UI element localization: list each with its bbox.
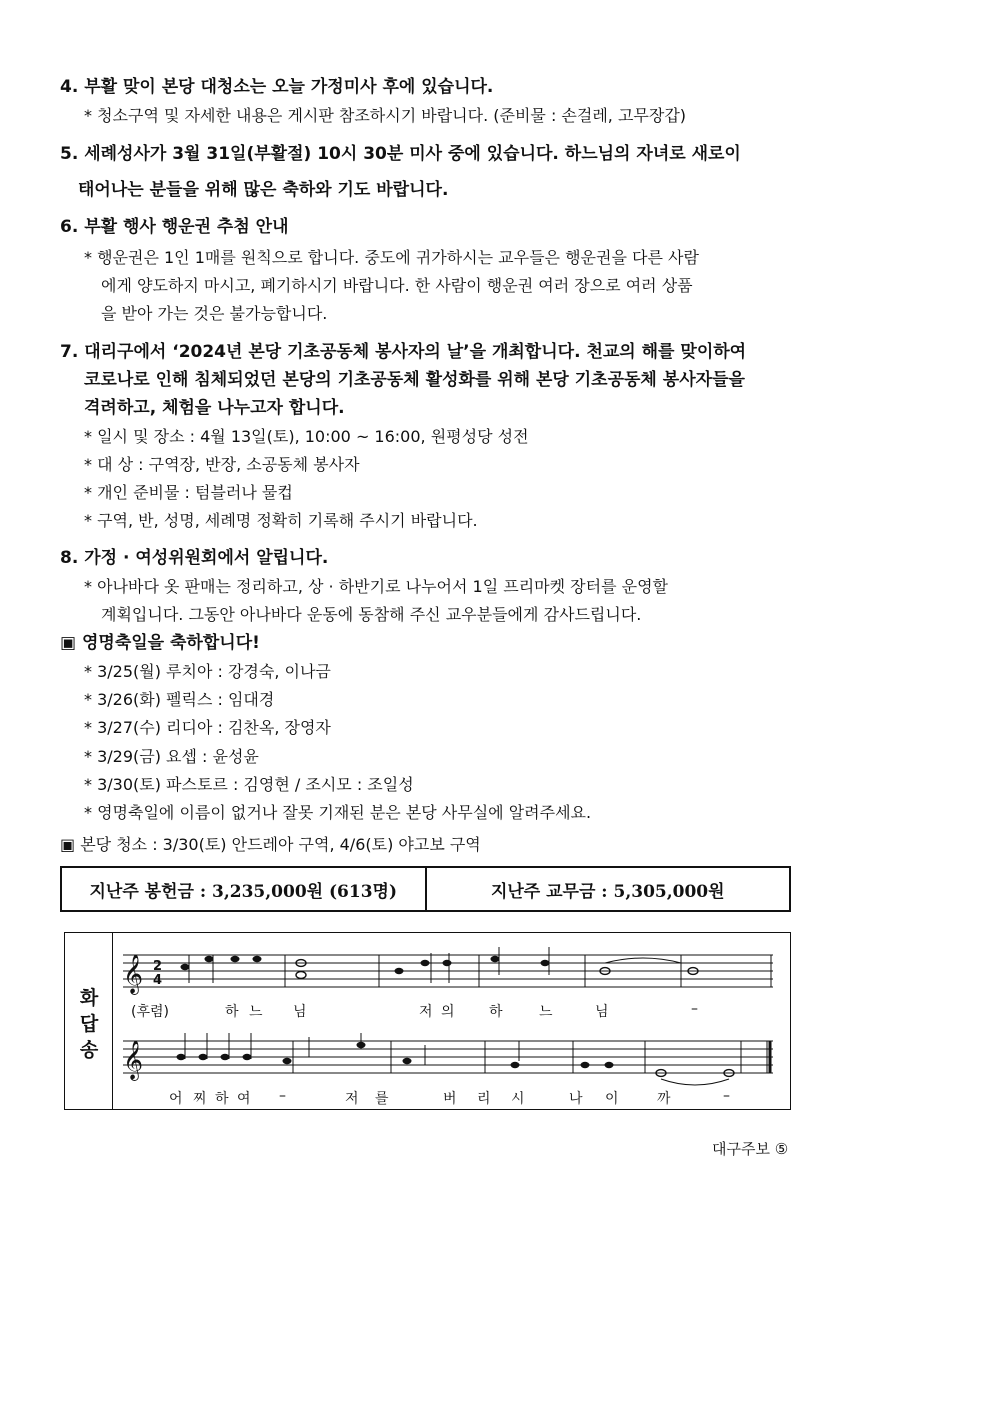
weekly-dues: 지난주 교무금 : 5,305,000원: [425, 868, 790, 910]
notice-7-line3: 격려하고, 체험을 나누고자 합니다.: [84, 398, 345, 418]
notice-7-line2: 코로나로 인해 침체되었던 본당의 기초공동체 활성화를 위해 본당 기초공동체 봉사자들을: [84, 370, 745, 390]
lyric: 를: [375, 1091, 389, 1107]
lyric: –: [279, 1088, 286, 1104]
lyric: 시: [511, 1091, 525, 1107]
lyric: 하: [489, 1004, 503, 1020]
notice-5-line2: 태어나는 분들을 위해 많은 축하와 기도 바랍니다.: [78, 180, 449, 200]
notice-7-note4: * 구역, 반, 성명, 세례명 정확히 기록해 주시기 바랍니다.: [84, 511, 478, 530]
lyric: 나: [569, 1091, 583, 1107]
offering-summary: [60, 866, 791, 912]
cleaning-schedule: ▣ 본당 청소 : 3/30(토) 안드레아 구역, 4/6(토) 야고보 구역: [60, 835, 481, 854]
lyric: 찌: [193, 1091, 207, 1107]
notice-4-title: 4. 부활 맞이 본당 대청소는 오늘 가정미사 후에 있습니다.: [60, 77, 494, 97]
lyric: 느: [539, 1004, 553, 1020]
lyric: 저: [419, 1004, 433, 1020]
notice-6-note1: * 행운권은 1인 1매를 원칙으로 합니다. 중도에 귀가하시는 교우들은 행운권을 다른 사람: [84, 248, 699, 267]
lyric: 여: [237, 1091, 251, 1107]
feast-title: ▣ 영명축일을 축하합니다!: [60, 633, 260, 653]
notice-4-note: * 청소구역 및 자세한 내용은 게시판 참조하시기 바랍니다. (준비물 : 손걸레, 고무장갑): [84, 106, 687, 125]
lyric: 의: [441, 1004, 455, 1020]
psalm-label-char: 화: [79, 987, 99, 1009]
lyric: 어: [169, 1091, 183, 1107]
lyric: 님: [293, 1004, 307, 1020]
svg-text:4: 4: [153, 973, 163, 988]
lyric: –: [723, 1088, 730, 1104]
lyric: (후렴): [131, 1004, 169, 1020]
psalm-label-char: 답: [79, 1013, 99, 1035]
feast-entry: * 3/26(화) 펠릭스 : 임대경: [84, 690, 275, 709]
notice-7-note1: * 일시 및 장소 : 4월 13일(토), 10:00 ~ 16:00, 원평성당 성전: [84, 427, 529, 446]
svg-text:2: 2: [153, 959, 163, 974]
notice-6-title: 6. 부활 행사 행운권 추첨 안내: [60, 217, 289, 237]
page-footer: 대구주보 ⑤: [712, 1140, 789, 1158]
weekly-offering: 지난주 봉헌금 : 3,235,000원 (613명): [89, 881, 398, 902]
lyric: –: [691, 1001, 698, 1017]
lyric: 리: [477, 1091, 491, 1107]
psalm-label-char: 송: [79, 1039, 99, 1061]
notice-7-note3: * 개인 준비물 : 텀블러나 물컵: [84, 483, 293, 502]
music-staff: [65, 933, 792, 1111]
lyric: 하: [215, 1091, 229, 1107]
notice-6-note2: 에게 양도하지 마시고, 폐기하시기 바랍니다. 한 사람이 행운권 여러 장으로 여러 상품: [101, 276, 693, 295]
lyric: 버: [443, 1091, 457, 1107]
feast-entry: * 영명축일에 이름이 없거나 잘못 기재된 분은 본당 사무실에 알려주세요.: [84, 803, 592, 822]
notice-8-note1: * 아나바다 옷 판매는 정리하고, 상 · 하반기로 나누어서 1일 프리마켓 장터를 운영할: [84, 577, 668, 596]
notice-8-title: 8. 가정 · 여성위원회에서 알립니다.: [60, 548, 329, 568]
lyric: 느: [249, 1004, 263, 1020]
feast-entry: * 3/27(수) 리디아 : 김찬옥, 장영자: [84, 718, 331, 737]
lyric: 이: [605, 1091, 619, 1107]
svg-text:𝄞: 𝄞: [123, 1040, 144, 1080]
notice-5-line1: 5. 세례성사가 3월 31일(부활절) 10시 30분 미사 중에 있습니다. 하느님의 자녀로 새로이: [60, 144, 741, 164]
lyric: 님: [595, 1004, 609, 1020]
lyric: 저: [345, 1091, 359, 1107]
notice-8-note2: 계획입니다. 그동안 아나바다 운동에 동참해 주신 교우분들에게 감사드립니다.: [101, 605, 642, 624]
responsorial-psalm: [64, 932, 791, 1110]
feast-entry: * 3/25(월) 루치아 : 강경숙, 이나금: [84, 662, 331, 681]
svg-text:𝄞: 𝄞: [123, 954, 144, 994]
lyric: 까: [657, 1091, 671, 1107]
notice-6-note3: 을 받아 가는 것은 불가능합니다.: [101, 304, 328, 323]
feast-entry: * 3/30(토) 파스토르 : 김영현 / 조시모 : 조일성: [84, 775, 414, 794]
lyric: 하: [225, 1004, 239, 1020]
notice-7-line1: 7. 대리구에서 ‘2024년 본당 기초공동체 봉사자의 날’을 개최합니다. 천교의 해를 맞이하여: [60, 342, 747, 362]
feast-entry: * 3/29(금) 요셉 : 윤성윤: [84, 747, 259, 766]
notice-7-note2: * 대 상 : 구역장, 반장, 소공동체 봉사자: [84, 455, 360, 474]
